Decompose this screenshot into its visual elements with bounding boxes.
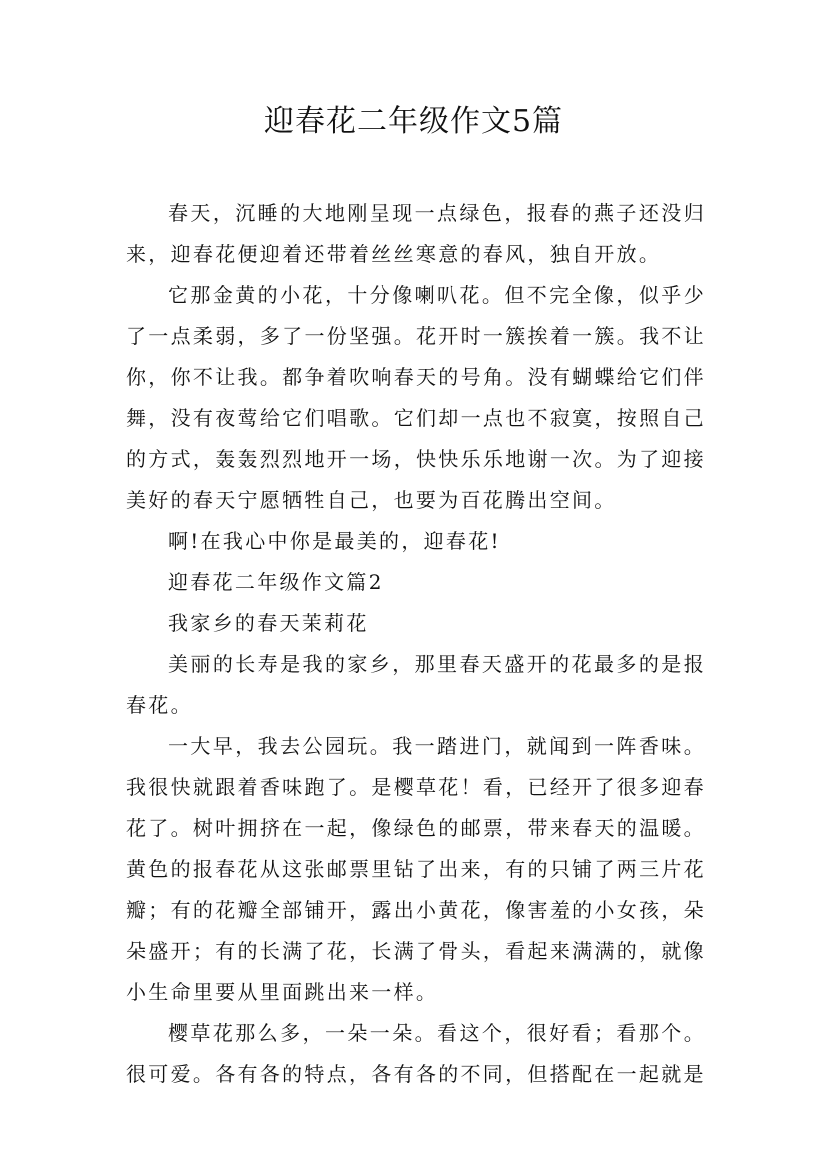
- paragraph: 一大早，我去公园玩。我一踏进门，就闻到一阵香味。我很快就跟着香味跑了。是樱草花！看，已经开了很多迎春花了。树叶拥挤在一起，像绿色的邮票，带来春天的温暖。黄色的报春花从这张邮票里钻了出来，有的只铺了两三片花瓣；有的花瓣全部铺开，露出小黄花，像害羞的小女孩，朵朵盛开；有的长满了花，长满了骨头，看起来满满的，就像小生命里要从里面跳出来一样。: [126, 734, 706, 1004]
- document-title: 迎春花二年级作文5篇: [263, 104, 564, 139]
- section-heading: 迎春花二年级作文篇2: [168, 570, 384, 594]
- paragraph: 春天，沉睡的大地刚呈现一点绿色，报春的燕子还没归来，迎春花便迎着还带着丝丝寒意的春风，独自开放。: [126, 201, 706, 266]
- paragraph: 樱草花那么多，一朵一朵。看这个，很好看；看那个。很可爱。各有各的特点，各有各的不同，但搭配在一起就是: [126, 1021, 706, 1086]
- paragraph: 它那金黄的小花，十分像喇叭花。但不完全像，似乎少了一点柔弱，多了一份坚强。花开时一簇挨着一簇。我不让你，你不让我。都争着吹响春天的号角。没有蝴蝶给它们伴舞，没有夜莺给它们唱歌。它们却一点也不寂寞，按照自己的方式，轰轰烈烈地开一场，快快乐乐地谢一次。为了迎接美好的春天宁愿牺牲自己，也要为百花腾出空间。: [126, 283, 706, 512]
- essay-subtitle: 我家乡的春天茉莉花: [168, 611, 369, 635]
- document-body: [126, 193, 706, 1095]
- paragraph: 啊!在我心中你是最美的，迎春花!: [168, 529, 501, 553]
- paragraph: 美丽的长寿是我的家乡，那里春天盛开的花最多的是报春花。: [126, 652, 706, 717]
